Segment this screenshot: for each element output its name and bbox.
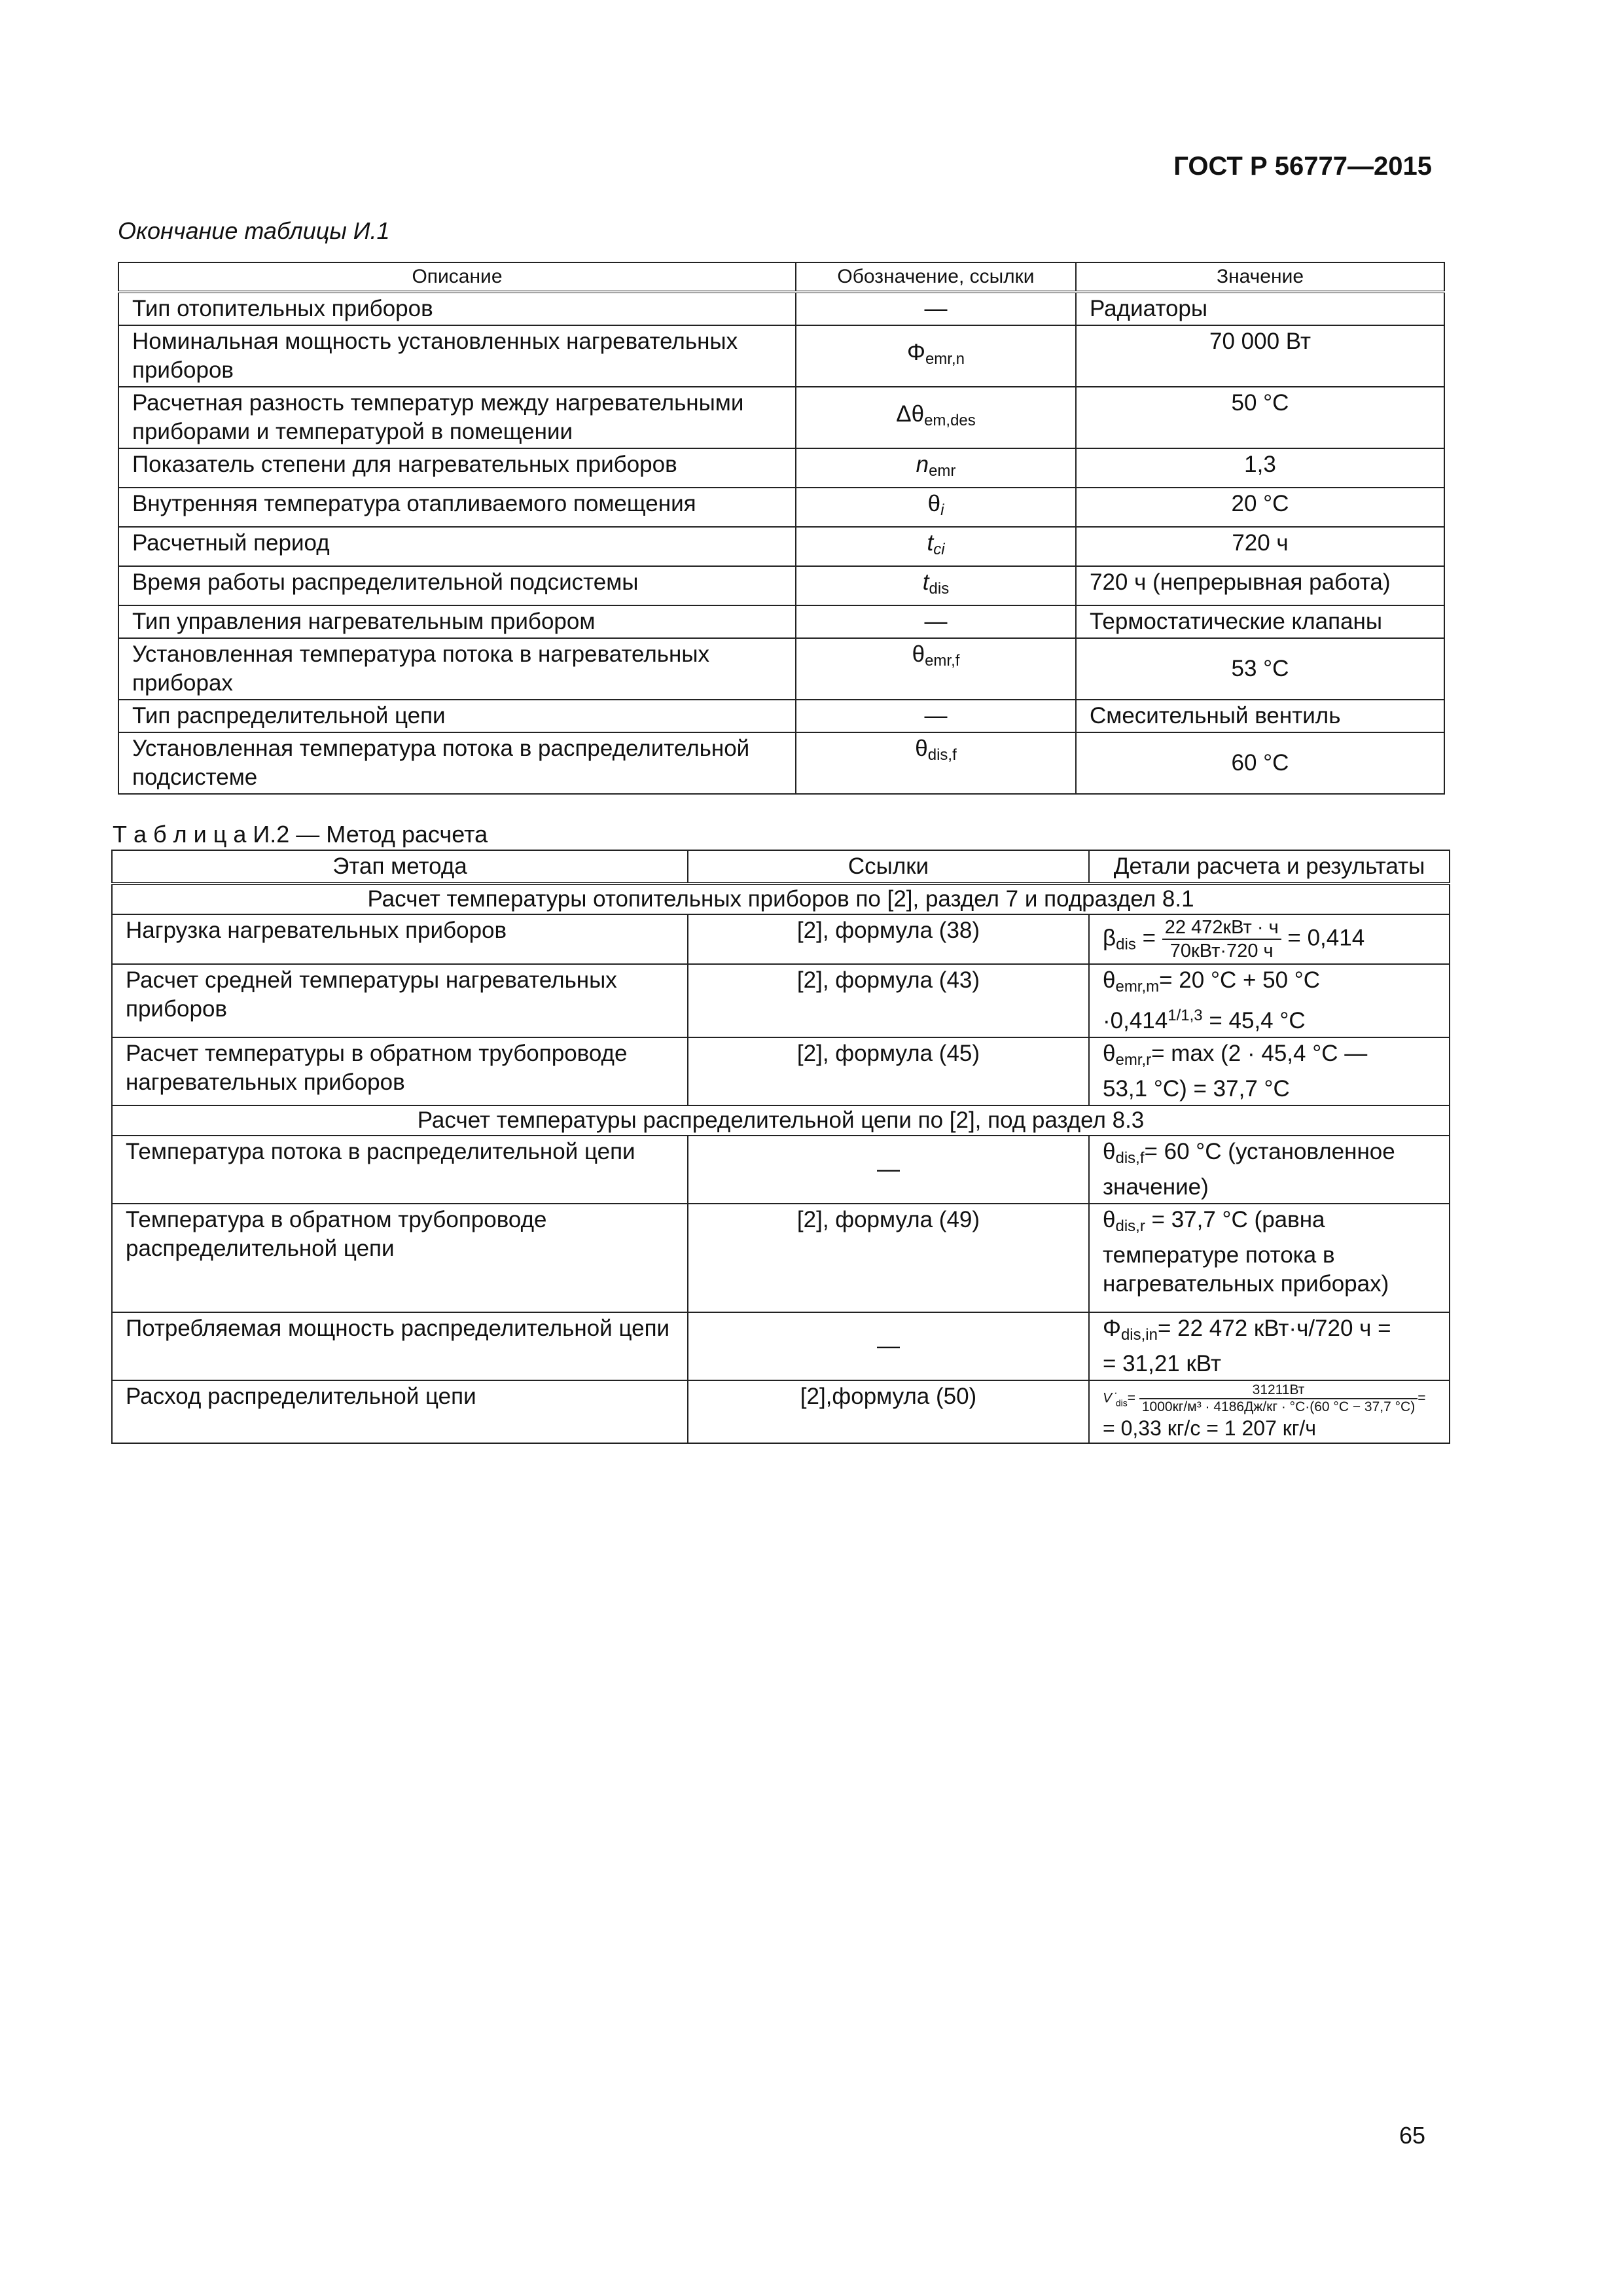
symbol-base: Φ xyxy=(907,340,925,365)
formula-fraction xyxy=(1139,1382,1418,1415)
row-value: 53 °С xyxy=(1076,638,1444,700)
formula-line2: 53,1 °С) = 37,7 °С xyxy=(1103,1076,1290,1102)
formula-equals: = xyxy=(1127,1390,1136,1406)
row-description: Тип управления нагревательным прибором xyxy=(118,605,796,638)
formula-symbol: θ xyxy=(1103,1207,1116,1232)
table-row xyxy=(118,638,1444,700)
row-value: 60 °С xyxy=(1076,732,1444,794)
header-details: Детали расчета и результаты xyxy=(1089,850,1450,884)
formula-trailing-equals: = xyxy=(1418,1390,1426,1406)
formula-text: = 37,7 °С (равна температуре потока в нагревательных приборах) xyxy=(1103,1207,1389,1297)
formula-symbol: V ̇ xyxy=(1103,1390,1116,1406)
flow-formula xyxy=(1103,1382,1446,1415)
table-row xyxy=(112,1204,1450,1312)
symbol-subscript: emr xyxy=(929,462,956,480)
row-details xyxy=(1089,1204,1450,1312)
row-ref: [2], формула (49) xyxy=(688,1204,1089,1312)
row-symbol xyxy=(796,325,1076,387)
table-row xyxy=(118,700,1444,732)
formula-equals: = xyxy=(1142,925,1156,951)
formula-result: = 0,33 кг/с = 1 207 кг/ч xyxy=(1103,1416,1316,1440)
row-value: Термостатические клапаны xyxy=(1076,605,1444,638)
fraction-numerator: 31211Вт xyxy=(1139,1382,1418,1399)
table-row xyxy=(118,732,1444,794)
row-description: Показатель степени для нагревательных приборов xyxy=(118,448,796,488)
row-description: Тип отопительных приборов xyxy=(118,292,796,325)
formula-line1: = max (2 · 45,4 °С — xyxy=(1151,1041,1368,1066)
symbol-base: Δθ xyxy=(896,401,925,427)
symbol-base: θ xyxy=(927,491,941,516)
table-row xyxy=(112,1037,1450,1105)
symbol-subscript: ci xyxy=(933,541,945,558)
row-value: 50 °С xyxy=(1076,387,1444,448)
table-row xyxy=(118,387,1444,448)
table1-caption: Окончание таблицы И.1 xyxy=(118,217,390,244)
formula-symbol: θ xyxy=(1103,1041,1116,1066)
row-symbol: — xyxy=(796,700,1076,732)
section-row xyxy=(112,884,1450,914)
row-details xyxy=(1089,1312,1450,1380)
symbol-subscript: i xyxy=(940,501,944,519)
row-description: Установленная температура потока в распределительной подсистеме xyxy=(118,732,796,794)
row-ref: [2],формула (50) xyxy=(688,1380,1089,1443)
symbol-subscript: emr,n xyxy=(925,350,965,368)
formula-subscript: dis,in xyxy=(1120,1326,1158,1344)
row-symbol xyxy=(796,566,1076,605)
row-value: 720 ч (непрерывная работа) xyxy=(1076,566,1444,605)
formula-subscript: dis xyxy=(1115,1397,1128,1408)
row-ref: [2], формула (45) xyxy=(688,1037,1089,1105)
formula-line2: = 31,21 кВт xyxy=(1103,1351,1221,1376)
symbol-base: θ xyxy=(912,641,925,667)
formula-subscript: emr,m xyxy=(1115,978,1160,996)
fraction-denominator: 70кВт·720 ч xyxy=(1169,941,1274,961)
row-symbol xyxy=(796,732,1076,794)
header-designation: Обозначение, ссылки xyxy=(796,262,1076,292)
row-symbol xyxy=(796,448,1076,488)
row-description: Тип распределительной цепи xyxy=(118,700,796,732)
table-row xyxy=(118,325,1444,387)
document-code: ГОСТ Р 56777—2015 xyxy=(1173,152,1432,181)
symbol-base: t xyxy=(922,569,929,595)
table-row xyxy=(112,914,1450,964)
row-details xyxy=(1089,914,1450,964)
formula-text: = 60 °С (установленное значение) xyxy=(1103,1139,1395,1200)
formula-subscript: emr,r xyxy=(1115,1051,1152,1069)
row-symbol: — xyxy=(796,605,1076,638)
section-title: Расчет температуры распределительной цепи по [2], под раздел 8.3 xyxy=(112,1105,1450,1136)
table2-caption: Т а б л и ц а И.2 — Метод расчета xyxy=(113,821,488,848)
table-row xyxy=(118,527,1444,566)
table-row xyxy=(118,566,1444,605)
section-row xyxy=(112,1105,1450,1136)
row-details xyxy=(1089,964,1450,1037)
symbol-subscript: dis xyxy=(929,580,950,598)
row-description: Расчетная разность температур между нагревательными приборами и температурой в помещении xyxy=(118,387,796,448)
symbol-base: t xyxy=(927,530,934,556)
row-details xyxy=(1089,1037,1450,1105)
row-stage: Температура потока в распределительной цепи xyxy=(112,1136,688,1204)
table-row xyxy=(118,488,1444,527)
row-stage: Расчет температуры в обратном трубопроводе нагревательных приборов xyxy=(112,1037,688,1105)
row-symbol xyxy=(796,527,1076,566)
formula-line2: ·0,414 xyxy=(1103,1008,1168,1033)
row-value: 20 °С xyxy=(1076,488,1444,527)
formula-line1: = 22 472 кВт·ч/720 ч = xyxy=(1157,1316,1391,1341)
row-symbol xyxy=(796,488,1076,527)
table-row xyxy=(118,448,1444,488)
row-description: Внутренняя температура отапливаемого помещения xyxy=(118,488,796,527)
row-ref: [2], формула (43) xyxy=(688,964,1089,1037)
row-value: 720 ч xyxy=(1076,527,1444,566)
formula-symbol: Φ xyxy=(1103,1316,1121,1341)
formula-symbol: β xyxy=(1103,925,1116,951)
formula-symbol: θ xyxy=(1103,967,1116,993)
row-description: Установленная температура потока в нагревательных приборах xyxy=(118,638,796,700)
header-stage: Этап метода xyxy=(112,850,688,884)
table-2 xyxy=(111,850,1450,1444)
row-stage: Потребляемая мощность распределительной цепи xyxy=(112,1312,688,1380)
table-row xyxy=(112,1380,1450,1443)
formula-fraction xyxy=(1162,916,1281,962)
symbol-subscript: em,des xyxy=(924,412,976,429)
formula-exponent: 1/1,3 xyxy=(1168,1007,1203,1024)
table-header-row xyxy=(118,262,1444,292)
table-row xyxy=(112,1136,1450,1204)
formula-result: = 0,414 xyxy=(1287,925,1365,951)
formula-symbol: θ xyxy=(1103,1139,1116,1164)
formula-subscript: dis,r xyxy=(1115,1217,1145,1235)
row-details xyxy=(1089,1380,1450,1443)
table-row xyxy=(112,1312,1450,1380)
fraction-denominator: 1000кг/м³ · 4186Дж/кг · °С·(60 °С − 37,7 °С) xyxy=(1141,1399,1416,1414)
row-value: 70 000 Вт xyxy=(1076,325,1444,387)
row-stage: Нагрузка нагревательных приборов xyxy=(112,914,688,964)
formula-subscript: dis xyxy=(1116,935,1136,954)
row-ref: — xyxy=(688,1312,1089,1380)
row-description: Номинальная мощность установленных нагревательных приборов xyxy=(118,325,796,387)
symbol-base: θ xyxy=(915,736,928,761)
row-stage: Расчет средней температуры нагревательных приборов xyxy=(112,964,688,1037)
row-symbol xyxy=(796,638,1076,700)
table-row xyxy=(118,605,1444,638)
table-1 xyxy=(118,262,1445,795)
formula-subscript: dis,f xyxy=(1115,1149,1145,1167)
header-refs: Ссылки xyxy=(688,850,1089,884)
row-symbol xyxy=(796,387,1076,448)
row-description: Расчетный период xyxy=(118,527,796,566)
row-ref: — xyxy=(688,1136,1089,1204)
table-header-row xyxy=(112,850,1450,884)
symbol-subscript: emr,f xyxy=(925,652,960,670)
row-stage: Температура в обратном трубопроводе распределительной цепи xyxy=(112,1204,688,1312)
page-number: 65 xyxy=(1399,2122,1426,2149)
table-row xyxy=(118,292,1444,325)
header-value: Значение xyxy=(1076,262,1444,292)
row-details xyxy=(1089,1136,1450,1204)
fraction-numerator: 22 472кВт · ч xyxy=(1162,916,1281,940)
header-description: Описание xyxy=(118,262,796,292)
row-symbol: — xyxy=(796,292,1076,325)
row-value: 1,3 xyxy=(1076,448,1444,488)
section-title: Расчет температуры отопительных приборов по [2], раздел 7 и подраздел 8.1 xyxy=(112,884,1450,914)
symbol-subscript: dis,f xyxy=(927,746,957,764)
formula-result: = 45,4 °С xyxy=(1202,1008,1306,1033)
row-ref: [2], формула (38) xyxy=(688,914,1089,964)
row-stage: Расход распределительной цепи xyxy=(112,1380,688,1443)
table-row xyxy=(112,964,1450,1037)
row-description: Время работы распределительной подсистемы xyxy=(118,566,796,605)
row-value: Смесительный вентиль xyxy=(1076,700,1444,732)
symbol-base: n xyxy=(916,452,929,477)
row-value: Радиаторы xyxy=(1076,292,1444,325)
formula-line1: = 20 °С + 50 °С xyxy=(1159,967,1321,993)
